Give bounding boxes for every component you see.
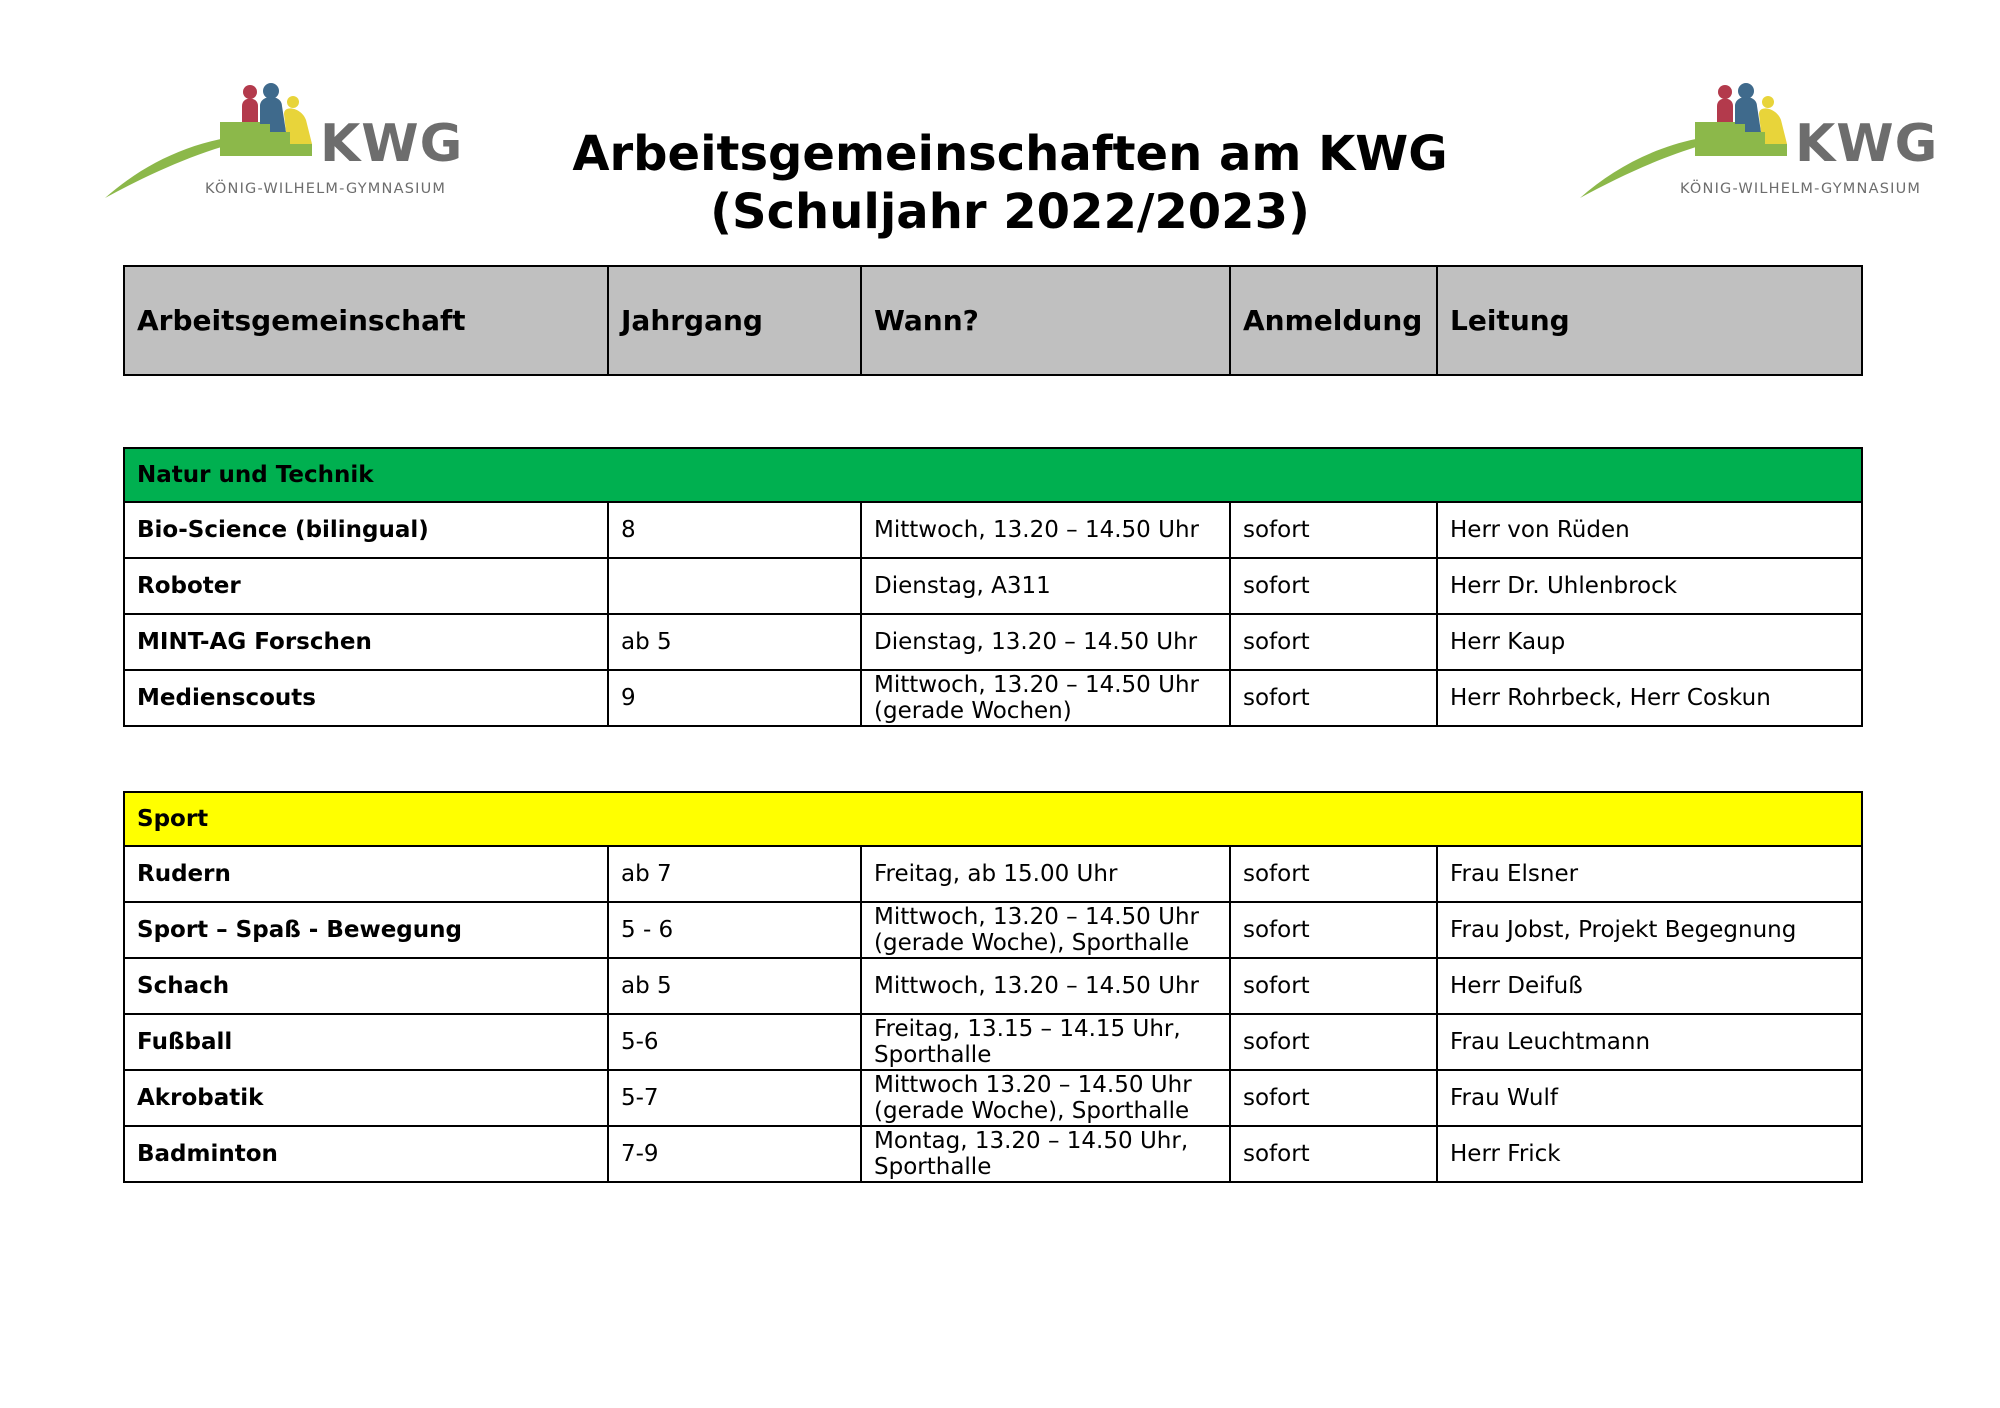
wann-cell [861, 502, 1230, 558]
column-header-jahrgang: Jahrgang [608, 266, 861, 375]
wann-cell [861, 558, 1230, 614]
wann-line: Mittwoch, 13.20 – 14.50 Uhr [874, 672, 1199, 698]
anmeldung-cell: sofort [1230, 502, 1437, 558]
ag-name-cell: Akrobatik [124, 1070, 608, 1126]
jahrgang-cell: ab 5 [608, 614, 861, 670]
school-logo-left [100, 80, 464, 210]
wann-line: Dienstag, A311 [874, 573, 1051, 599]
anmeldung-cell: sofort [1230, 670, 1437, 726]
table-row [124, 502, 1862, 558]
ag-name-cell: Rudern [124, 846, 608, 902]
jahrgang-cell: 5-7 [608, 1070, 861, 1126]
wann-cell [861, 1070, 1230, 1126]
wann-line: Sporthalle [874, 1042, 992, 1068]
wann-cell [861, 614, 1230, 670]
wann-line: Freitag, 13.15 – 14.15 Uhr, [874, 1016, 1181, 1042]
wann-line: Sporthalle [874, 1154, 992, 1180]
logo-subtitle: KÖNIG-WILHELM-GYMNASIUM [1680, 181, 1922, 197]
page-title [560, 125, 1460, 241]
column-header-table [123, 265, 1863, 376]
wann-line: Dienstag, 13.20 – 14.50 Uhr [874, 629, 1198, 655]
wann-cell [861, 670, 1230, 726]
ag-name-cell: Badminton [124, 1126, 608, 1182]
ag-name-cell: Sport – Spaß - Bewegung [124, 902, 608, 958]
anmeldung-cell: sofort [1230, 846, 1437, 902]
column-header-row [124, 266, 1862, 375]
ag-name-cell: Schach [124, 958, 608, 1014]
wann-cell [861, 958, 1230, 1014]
section-header-row [124, 448, 1862, 502]
wann-cell [861, 1014, 1230, 1070]
column-header-arbeitsgemeinschaft: Arbeitsgemeinschaft [124, 266, 608, 375]
jahrgang-cell: 8 [608, 502, 861, 558]
wann-line: (gerade Wochen) [874, 698, 1072, 724]
ag-name-cell: Fußball [124, 1014, 608, 1070]
logo-wordmark: KWG [320, 114, 464, 174]
jahrgang-cell: ab 5 [608, 958, 861, 1014]
table-row [124, 1126, 1862, 1182]
leitung-cell: Herr Frick [1437, 1126, 1862, 1182]
section-table-natur-und-technik [123, 447, 1863, 727]
jahrgang-cell: 5-6 [608, 1014, 861, 1070]
page-title-line-1: Arbeitsgemeinschaften am KWG [572, 126, 1448, 182]
table-row [124, 846, 1862, 902]
section-table-sport [123, 791, 1863, 1183]
leitung-cell: Herr Kaup [1437, 614, 1862, 670]
table-row [124, 1014, 1862, 1070]
wann-cell [861, 846, 1230, 902]
leitung-cell: Frau Wulf [1437, 1070, 1862, 1126]
leitung-cell: Frau Jobst, Projekt Begegnung [1437, 902, 1862, 958]
logo-subtitle: KÖNIG-WILHELM-GYMNASIUM [205, 181, 447, 197]
logo-wordmark: KWG [1795, 114, 1939, 174]
wann-line: Freitag, ab 15.00 Uhr [874, 861, 1118, 887]
ag-name-cell: Medienscouts [124, 670, 608, 726]
school-logo-right [1575, 80, 1939, 210]
wann-line: Montag, 13.20 – 14.50 Uhr, [874, 1128, 1189, 1154]
jahrgang-cell: 5 - 6 [608, 902, 861, 958]
wann-line: (gerade Woche), Sporthalle [874, 1098, 1190, 1124]
column-header-wann: Wann? [861, 266, 1230, 375]
anmeldung-cell: sofort [1230, 1070, 1437, 1126]
wann-line: Mittwoch, 13.20 – 14.50 Uhr [874, 517, 1199, 543]
table-row [124, 614, 1862, 670]
anmeldung-cell: sofort [1230, 558, 1437, 614]
table-row [124, 1070, 1862, 1126]
section-header-row [124, 792, 1862, 846]
anmeldung-cell: sofort [1230, 902, 1437, 958]
jahrgang-cell [608, 558, 861, 614]
jahrgang-cell: 9 [608, 670, 861, 726]
ag-name-cell: MINT-AG Forschen [124, 614, 608, 670]
section-title: Sport [124, 792, 1862, 846]
leitung-cell: Herr Dr. Uhlenbrock [1437, 558, 1862, 614]
column-header-anmeldung: Anmeldung [1230, 266, 1437, 375]
ag-name-cell: Bio-Science (bilingual) [124, 502, 608, 558]
section-title: Natur und Technik [124, 448, 1862, 502]
wann-line: Mittwoch, 13.20 – 14.50 Uhr [874, 904, 1199, 930]
wann-cell [861, 1126, 1230, 1182]
table-row [124, 670, 1862, 726]
leitung-cell: Herr Deifuß [1437, 958, 1862, 1014]
wann-cell [861, 902, 1230, 958]
table-row [124, 902, 1862, 958]
wann-line: Mittwoch, 13.20 – 14.50 Uhr [874, 973, 1199, 999]
leitung-cell: Herr Rohrbeck, Herr Coskun [1437, 670, 1862, 726]
table-row [124, 558, 1862, 614]
leitung-cell: Herr von Rüden [1437, 502, 1862, 558]
page-title-line-2: (Schuljahr 2022/2023) [710, 184, 1310, 240]
anmeldung-cell: sofort [1230, 1126, 1437, 1182]
anmeldung-cell: sofort [1230, 1014, 1437, 1070]
wann-line: Mittwoch 13.20 – 14.50 Uhr [874, 1072, 1192, 1098]
jahrgang-cell: 7-9 [608, 1126, 861, 1182]
table-row [124, 958, 1862, 1014]
ag-name-cell: Roboter [124, 558, 608, 614]
anmeldung-cell: sofort [1230, 614, 1437, 670]
anmeldung-cell: sofort [1230, 958, 1437, 1014]
leitung-cell: Frau Leuchtmann [1437, 1014, 1862, 1070]
wann-line: (gerade Woche), Sporthalle [874, 930, 1190, 956]
leitung-cell: Frau Elsner [1437, 846, 1862, 902]
column-header-leitung: Leitung [1437, 266, 1862, 375]
jahrgang-cell: ab 7 [608, 846, 861, 902]
